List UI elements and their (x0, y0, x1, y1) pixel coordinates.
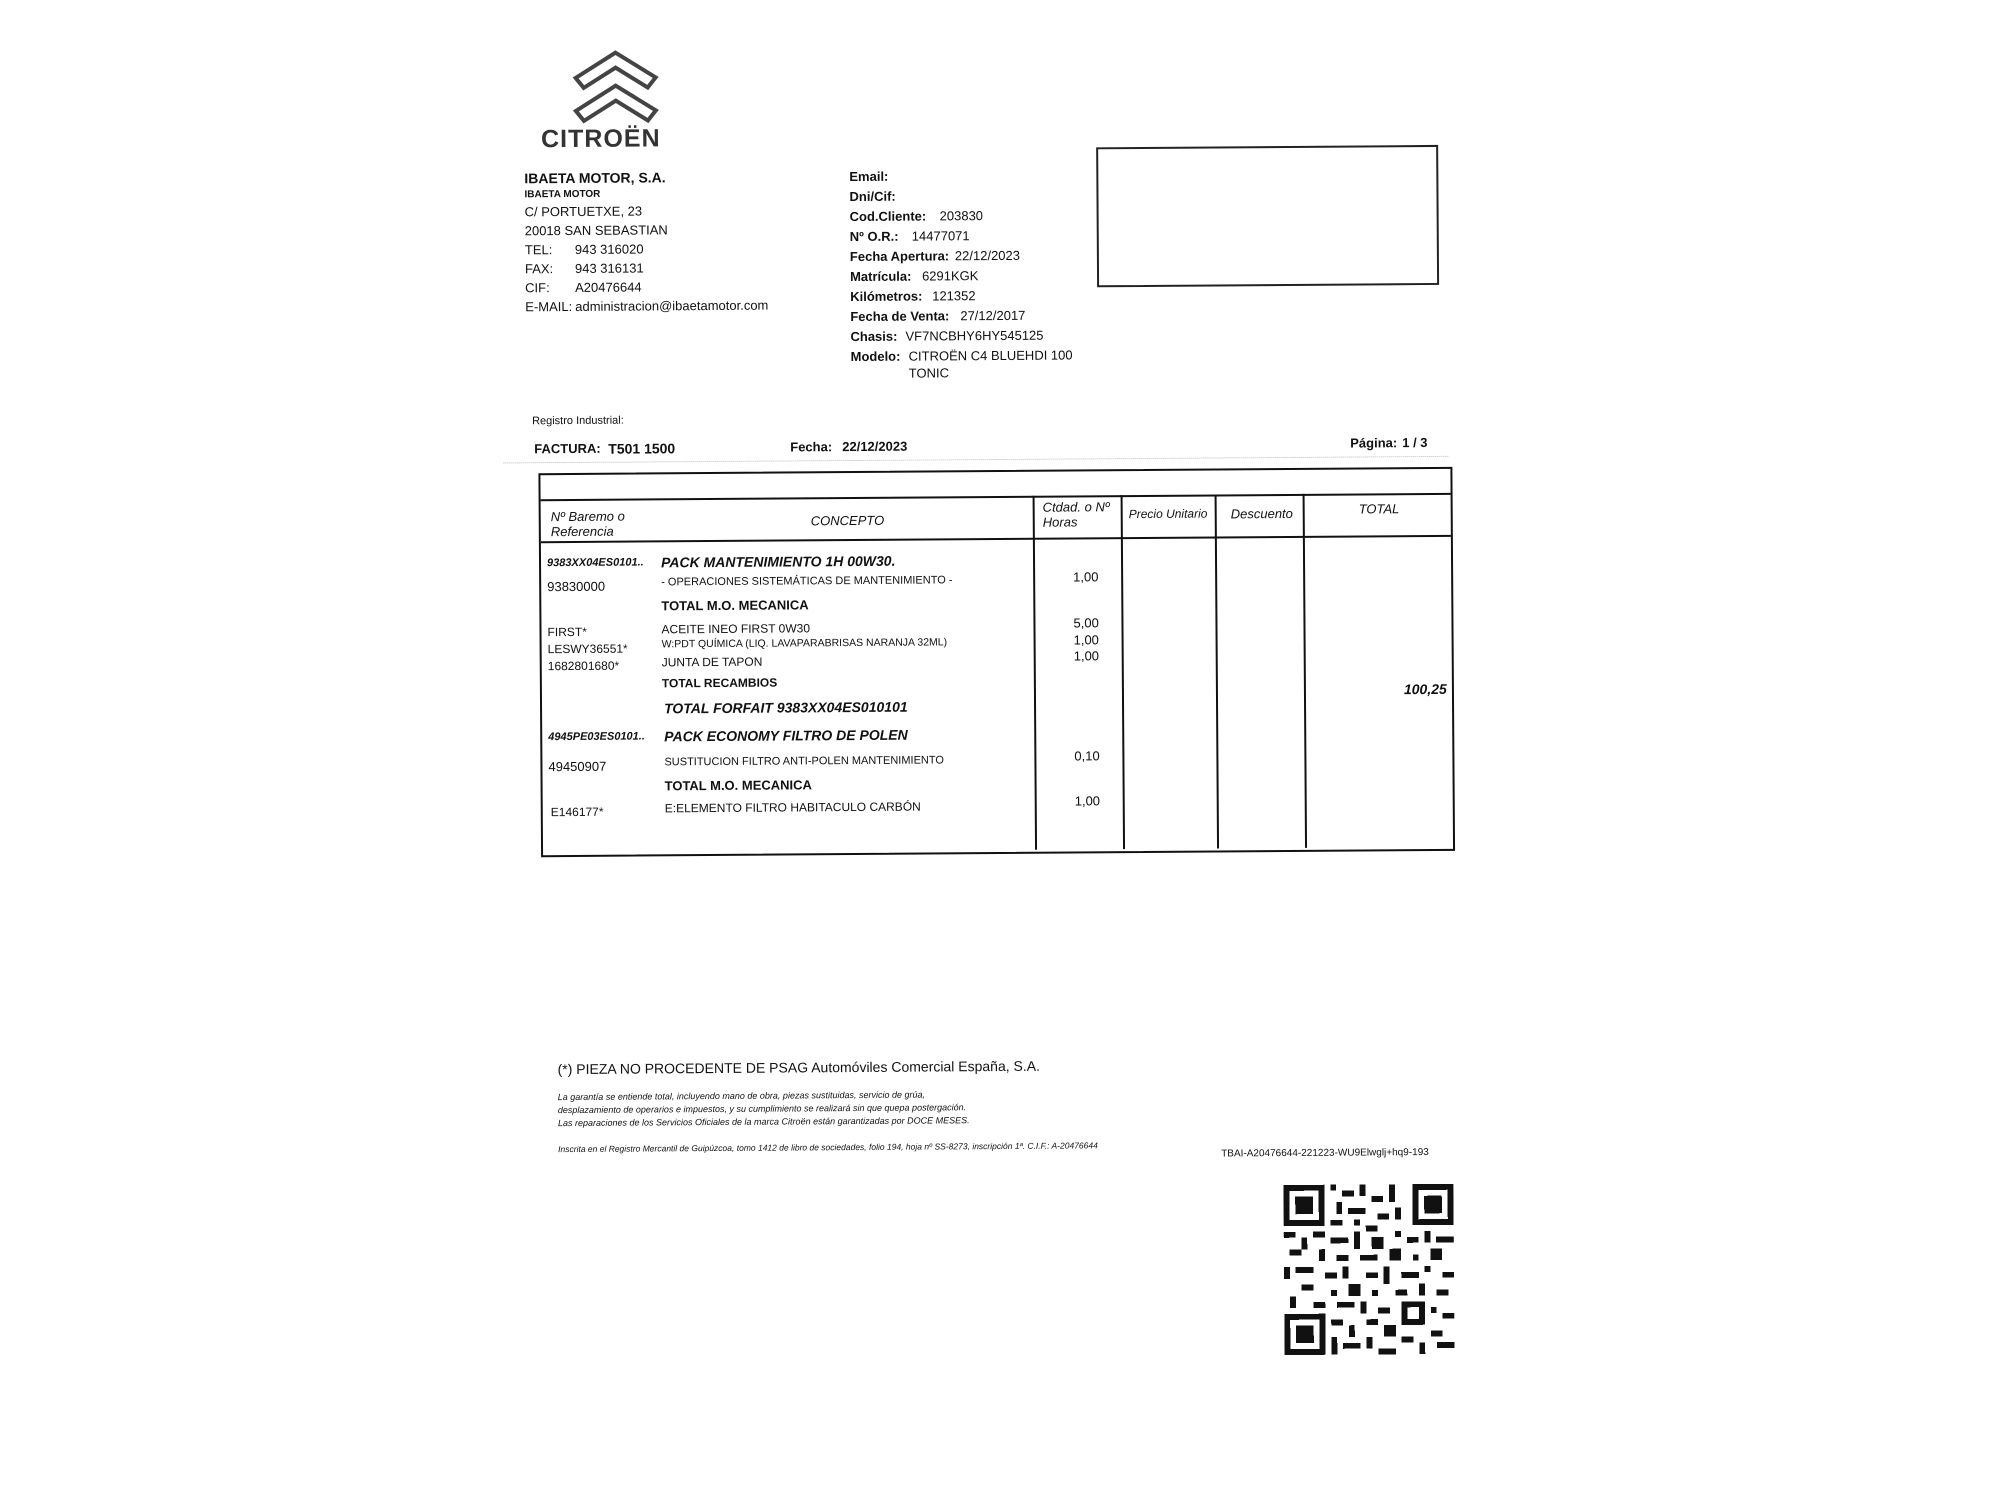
warranty-line3: Las reparaciones de los Servicios Oficiales de la marca Citroën están garantizadas por DOCE MESES. (557, 1115, 970, 1129)
venta-value: 27/12/2017 (960, 307, 1026, 324)
tel-value: 943 316020 (574, 241, 644, 257)
row-qty: 5,00 (1073, 615, 1099, 631)
row-concepto: SUSTITUCION FILTRO ANTI-POLEN MANTENIMIENTO (664, 754, 944, 769)
pagina-label: Página: (1350, 435, 1398, 451)
cif-value: A20476644 (575, 279, 642, 295)
row-concepto: PACK ECONOMY FILTRO DE POLEN (664, 726, 908, 745)
row-qty: 1,00 (1073, 648, 1100, 664)
or-label: Nº O.R.: (849, 228, 899, 245)
factura-number: T501 1500 (608, 440, 676, 457)
footer-warranty (558, 1088, 970, 1130)
warranty-line1: La garantía se entiende total, incluyendo mano de obra, piezas sustituidas, servicio de grúa, (557, 1089, 926, 1103)
row-concepto: TOTAL FORFAIT 9383XX04ES010101 (663, 698, 908, 717)
row-concepto: PACK MANTENIMIENTO 1H 00W30. (660, 552, 896, 571)
company-address2: 20018 SAN SEBASTIAN (524, 222, 668, 239)
invoice-header-row (534, 435, 1444, 457)
row-ref: 4945PE03ES0101.. (548, 730, 645, 744)
modelo-value-line2: TONIC (908, 365, 949, 381)
row-ref: FIRST* (547, 624, 587, 640)
cod-value: 203830 (939, 208, 984, 224)
qr-code-icon (1283, 1180, 1454, 1359)
fax-value: 943 316131 (574, 260, 644, 276)
matricula-value: 6291KGK (921, 268, 979, 284)
row-concepto: W:PDT QUÍMICA (LIQ. LAVAPARABRISAS NARANJA 32ML) (661, 636, 948, 651)
footer-registry: Inscrita en el Registro Mercantil de Guipúzcoa, tomo 1412 de libro de sociedades, folio 194, hoja nº SS-8273, inscripción 1ª. C.I.F.: A-20476644 (558, 1140, 1098, 1155)
dotted-separator (503, 456, 1448, 464)
chasis-value: VF7NCBHY6HY545125 (905, 327, 1044, 344)
header-ref: Nº Baremo o Referencia (550, 508, 625, 540)
company-subname: IBAETA MOTOR (524, 188, 601, 201)
row-ref: 49450907 (548, 758, 607, 775)
table-rule-top (541, 493, 1451, 501)
fax-label: FAX: (524, 261, 554, 277)
row-concepto: ACEITE INEO FIRST 0W30 (661, 621, 811, 637)
pagina-value: 1 / 3 (1402, 435, 1428, 451)
km-value: 121352 (932, 288, 976, 304)
venta-label: Fecha de Venta: (850, 308, 950, 325)
km-label: Kilómetros: (850, 288, 923, 305)
footer-note: (*) PIEZA NO PROCEDENTE DE PSAG Automóviles Comercial España, S.A. (557, 1057, 1040, 1078)
chasis-label: Chasis: (850, 328, 898, 345)
row-qty: 1,00 (1074, 793, 1101, 809)
fecha-label: Fecha: (790, 439, 833, 455)
row-concepto: TOTAL M.O. MECANICA (661, 597, 809, 614)
apertura-label: Fecha Apertura: (849, 248, 950, 265)
row-concepto: TOTAL RECAMBIOS (661, 675, 778, 691)
brand-name: CITROËN (540, 124, 661, 154)
col-divider (1215, 494, 1219, 848)
row-ref: 9383XX04ES0101.. (546, 556, 644, 570)
dni-label: Dni/Cif: (849, 188, 896, 205)
row-concepto: E:ELEMENTO FILTRO HABITACULO CARBÓN (664, 799, 921, 816)
row-ref: 1682801680* (547, 658, 620, 674)
row-qty: 1,00 (1073, 569, 1099, 585)
header-precio: Precio Unitario (1128, 506, 1208, 522)
matricula-label: Matrícula: (849, 268, 912, 285)
fecha-value: 22/12/2023 (842, 438, 908, 455)
or-value: 14477071 (911, 228, 970, 244)
warranty-line2: desplazamiento de operarios e impuestos, y su cumplimiento se realizará sin que quepa postergación. (557, 1102, 967, 1116)
row-ref: E146177* (550, 804, 604, 820)
apertura-value: 22/12/2023 (954, 247, 1021, 264)
row-qty: 1,00 (1073, 632, 1099, 648)
cod-label: Cod.Cliente: (849, 208, 927, 225)
company-info (524, 168, 768, 317)
email-label: E-MAIL: (525, 298, 573, 315)
redacted-address-box (1096, 145, 1439, 287)
modelo-label: Modelo: (850, 348, 901, 365)
row-concepto: JUNTA DE TAPON (661, 654, 763, 670)
vehicle-info (849, 165, 1072, 380)
modelo-value: CITROËN C4 BLUEHDI 100 (908, 347, 1073, 364)
client-email-label: Email: (849, 168, 889, 185)
col-divider (1033, 496, 1037, 850)
tbai-code: TBAI-A20476644-221223-WU9Elwglj+hq9-193 (1221, 1147, 1429, 1160)
company-address1: C/ PORTUETXE, 23 (524, 203, 643, 220)
col-divider (1121, 495, 1125, 849)
header-cantidad: Ctdad. o Nº Horas (1042, 499, 1110, 530)
row-qty: 0,10 (1074, 748, 1100, 764)
table-rule-header (541, 535, 1451, 543)
row-concepto: TOTAL M.O. MECANICA (664, 777, 812, 794)
company-name: IBAETA MOTOR, S.A. (524, 169, 666, 187)
header-concepto: CONCEPTO (810, 512, 885, 529)
row-ref: 93830000 (547, 578, 606, 595)
factura-label: FACTURA: (534, 440, 601, 457)
invoice-table (538, 467, 1455, 857)
tel-label: TEL: (524, 242, 553, 258)
forfait-total: 100,25 (1403, 680, 1447, 698)
header-descuento: Descuento (1230, 505, 1293, 522)
row-ref: LESWY36551* (547, 641, 628, 657)
col-divider (1303, 494, 1307, 848)
registro-industrial: Registro Industrial: (532, 414, 624, 428)
email-value: administracion@ibaetamotor.com (575, 297, 769, 314)
cif-label: CIF: (525, 280, 550, 296)
row-concepto: - OPERACIONES SISTEMÁTICAS DE MANTENIMIENTO - (661, 574, 953, 589)
header-total: TOTAL (1358, 501, 1400, 517)
